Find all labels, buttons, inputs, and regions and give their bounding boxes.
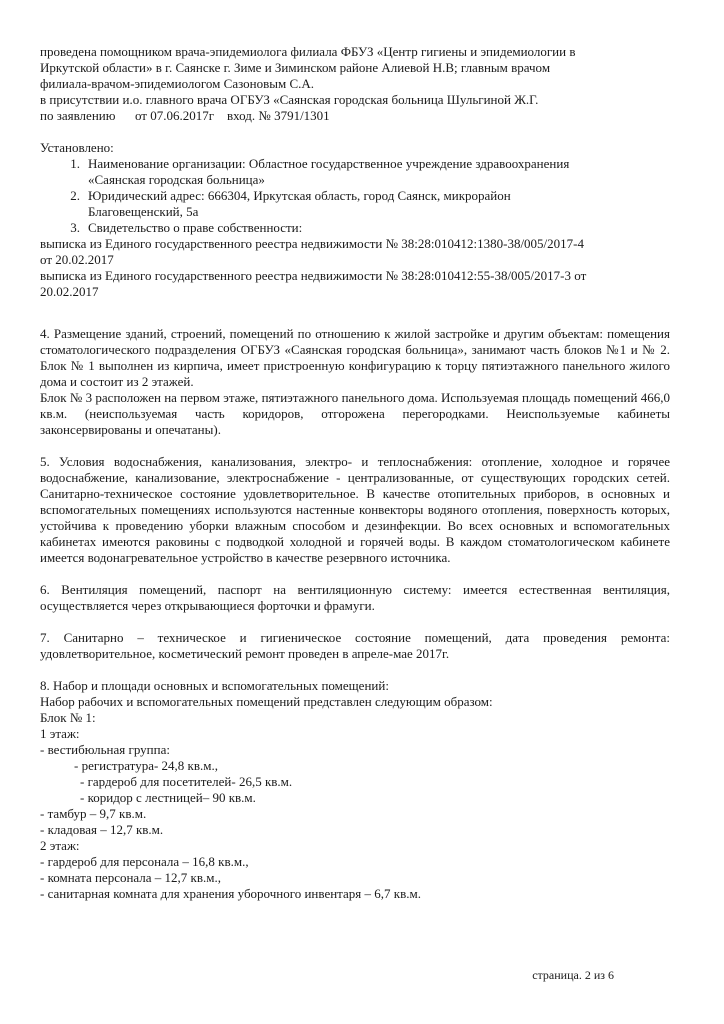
spacer [40,316,670,326]
registry-extract: выписка из Единого государственного реестра недвижимости № 38:28:010412:1380-38/005/2017-4 [40,236,584,251]
list-text: Наименование организации: Областное государственное учреждение здравоохранения [88,156,570,171]
list-item [40,156,670,188]
list-number: 3. [70,220,80,235]
block-label: Блок № 1: [40,710,96,725]
established-title: Установлено: [40,140,114,155]
spacer [40,124,670,140]
room-item: - кладовая – 12,7 кв.м. [40,822,164,837]
list-text: Юридический адрес: 666304, Иркутская область, город Саянск, микрорайон [88,188,511,203]
list-number: 2. [70,188,80,203]
spacer [40,438,670,454]
document-body [40,44,670,902]
room-item: - гардероб для персонала – 16,8 кв.м., [40,854,249,869]
header-line: филиала-врачом-эпидемиологом Сазоновым С.А. [40,76,315,91]
section-8-title: 8. Набор и площади основных и вспомогательных помещений: [40,678,389,693]
spacer [40,614,670,630]
spacer [40,566,670,582]
spacer [40,662,670,678]
section-6-paragraph: 6. Вентиляция помещений, паспорт на вентиляционную систему: имеется естественная вентиляция, осуществляется через открывающиеся форточки и фрамуги. [40,582,670,613]
room-item: - комната персонала – 12,7 кв.м., [40,870,221,885]
section-4-paragraph: Блок № 3 расположен на первом этаже, пятиэтажного панельного дома. Используемая площадь помещений 466,0 кв.м. (неиспользуемая часть коридоров, отгорожена перегородками. Неиспользуемые кабинеты законсервированы и опечатаны). [40,390,670,437]
list-item [40,188,670,220]
header-line: в присутствии и.о. главного врача ОГБУЗ «Саянская городская больница Шульгиной Ж.Г. [40,92,539,107]
room-item: - тамбур – 9,7 кв.м. [40,806,147,821]
spacer [40,300,670,316]
section-7-paragraph: 7. Санитарно – техническое и гигиеническое состояние помещений, дата проведения ремонта: удовлетворительное, косметический ремонт проведен в апреле-мае 2017г. [40,630,670,661]
room-item: - коридор с лестницей– 90 кв.м. [80,790,256,805]
list-number: 1. [70,156,80,171]
registry-extract: 20.02.2017 [40,284,99,299]
list-text: Свидетельство о праве собственности: [88,220,303,235]
room-item: - регистратура- 24,8 кв.м., [74,758,218,773]
header-line: проведена помощником врача-эпидемиолога филиала ФБУЗ «Центр гигиены и эпидемиологии в [40,44,576,59]
list-item [40,220,670,236]
floor-label: 2 этаж: [40,838,80,853]
registry-extract: от 20.02.2017 [40,252,114,267]
floor-label: 1 этаж: [40,726,80,741]
header-line: Иркутской области» в г. Саянске г. Зиме и Зиминском районе Алиевой Н.В; главным врачом [40,60,551,75]
section-5-paragraph: 5. Условия водоснабжения, канализования, электро- и теплоснабжения: отопление, холодное и горячее водоснабжение, канализование, электроснабжение - централизованные, от существующих городских сетей. Санитарно-техническое состояние удовлетворительное. В качестве отопительных приборов, в основных и вспомогательных помещениях используются настенные конвекторы водяного отопления, поверхность которых, устойчива к проведению уборки влажным способом и дезинфекции. Во всех основных и вспомогательных кабинетах имеются раковины с подводкой холодной и горячей воды. В каждом стоматологическом кабинете имеется водонагревательное устройство в качестве резервного источника. [40,454,670,565]
header-line: по заявлению от 07.06.2017г вход. № 3791/1301 [40,108,330,123]
section-8-intro: Набор рабочих и вспомогательных помещений представлен следующим образом: [40,694,493,709]
section-4-paragraph: 4. Размещение зданий, строений, помещений по отношению к жилой застройке и другим объектам: помещения стоматологического подразделения ОГБУЗ «Саянская городская больница», занимают часть блоков №1 и № 2. Блок № 1 выполнен из кирпича, имеет пристроенную конфигурацию к торцу пятиэтажного панельного жилого дома и состоит из 2 этажей. [40,326,670,389]
registry-extract: выписка из Единого государственного реестра недвижимости № 38:28:010412:55-38/005/2017-3 от [40,268,587,283]
page-number: страница. 2 из 6 [532,968,614,982]
room-group: - вестибюльная группа: [40,742,170,757]
room-item: - гардероб для посетителей- 26,5 кв.м. [80,774,293,789]
list-text: Благовещенский, 5а [88,204,199,219]
list-text: «Саянская городская больница» [88,172,265,187]
room-item: - санитарная комната для хранения уборочного инвентаря – 6,7 кв.м. [40,886,421,901]
